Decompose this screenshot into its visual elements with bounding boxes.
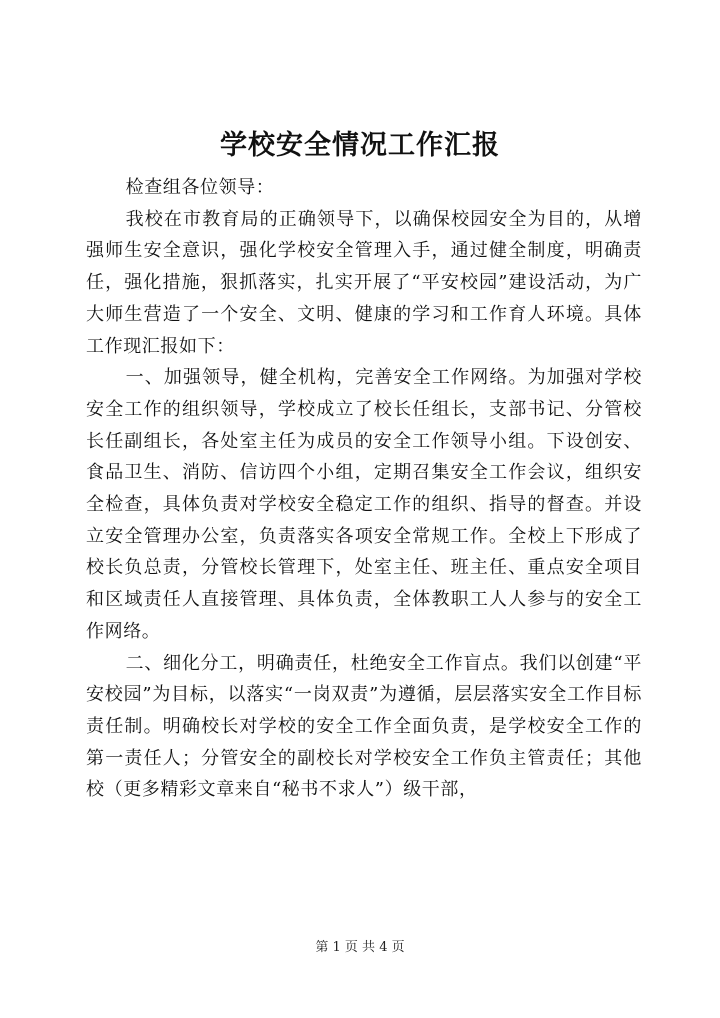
salutation: 检查组各位领导： [125,177,275,198]
paragraph-intro: 我校在市教育局的正确领导下，以确保校园安全为目的，从增强师生安全意识，强化学校安全管理入手，通过健全制度，明确责任，强化措施，狠抓落实，扎实开展了“平安校园”建设活动，为广大师生营造了一个安全、文明、健康的学习和工作育人环境。具体工作现汇报如下： [86,208,642,357]
document-title: 学校安全情况工作汇报 [220,130,500,161]
page-footer: 第 1 页 共 4 页 [315,940,405,955]
document-body [86,172,642,806]
paragraph-section-2: 二、细化分工，明确责任，杜绝安全工作盲点。我们以创建“平安校园”为目标，以落实“一岗双责”为遵循，层层落实安全工作目标责任制。明确校长对学校的安全工作全面负责，是学校安全工作的第一责任人；分管安全的副校长对学校安全工作负主管责任；其他校（更多精彩文章来自“秘书不求人”）级干部， [86,652,642,801]
paragraph-section-1: 一、加强领导，健全机构，完善安全工作网络。为加强对学校安全工作的组织领导，学校成立了校长任组长，支部书记、分管校长任副组长，各处室主任为成员的安全工作领导小组。下设创安、食品卫生、消防、信访四个小组，定期召集安全工作会议，组织安全检查，具体负责对学校安全稳定工作的组织、指导的督查。并设立安全管理办公室，负责落实各项安全常规工作。全校上下形成了校长负总责，分管校长管理下，处室主任、班主任、重点安全项目和区域责任人直接管理、具体负责，全体教职工人人参与的安全工作网络。 [86,367,642,642]
